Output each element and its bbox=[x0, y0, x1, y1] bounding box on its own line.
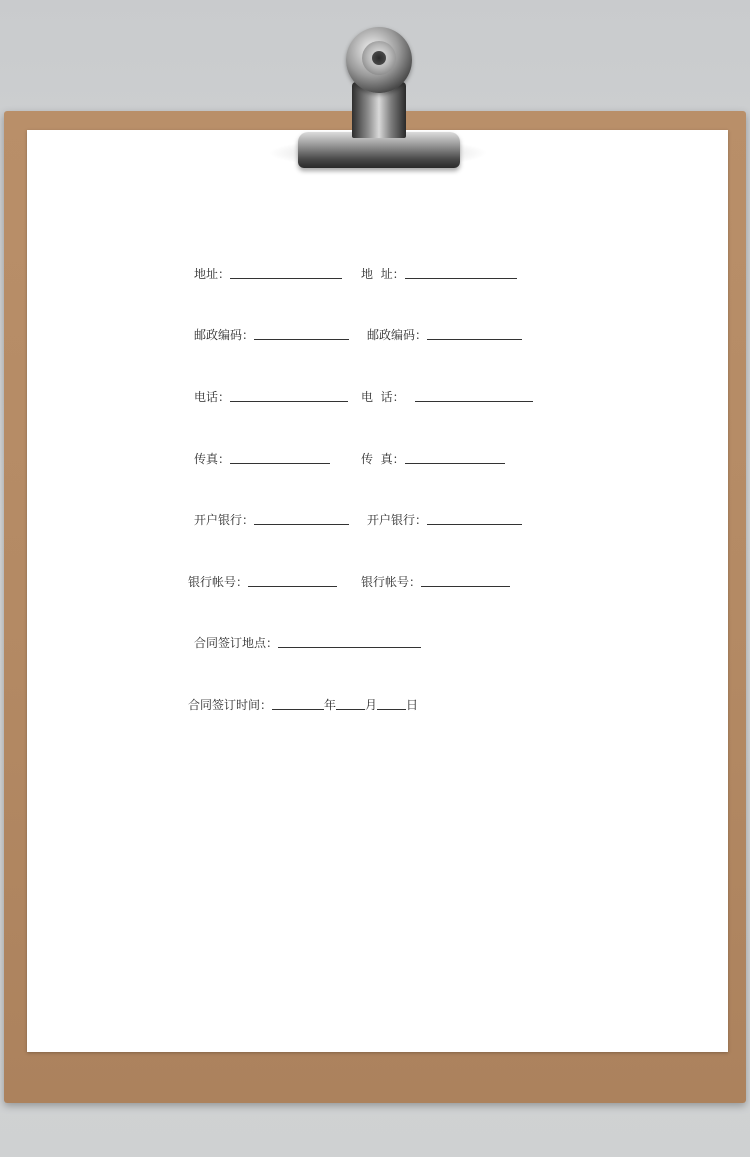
right-postcode-field bbox=[367, 327, 522, 343]
right-postcode-input-line[interactable] bbox=[427, 327, 522, 340]
right-address-field bbox=[361, 266, 517, 282]
day-input-line[interactable] bbox=[377, 697, 406, 710]
sign-time-field bbox=[188, 697, 418, 713]
right-fax-label: 传 真： bbox=[361, 452, 405, 466]
right-account-label: 银行帐号： bbox=[361, 575, 422, 589]
right-address-input-line[interactable] bbox=[405, 266, 517, 279]
left-fax-label: 传真： bbox=[194, 452, 231, 466]
left-address-input-line[interactable] bbox=[230, 266, 342, 279]
left-postcode-field bbox=[194, 327, 349, 343]
left-bank-input-line[interactable] bbox=[254, 512, 349, 525]
right-address-label: 地 址： bbox=[361, 267, 405, 281]
right-phone-label: 电 话： bbox=[361, 390, 405, 404]
sign-place-input-line[interactable] bbox=[278, 635, 421, 648]
sign-time-label: 合同签订时间： bbox=[188, 698, 273, 712]
left-postcode-input-line[interactable] bbox=[254, 327, 349, 340]
left-fax-input-line[interactable] bbox=[230, 451, 330, 464]
right-bank-label: 开户银行： bbox=[367, 513, 428, 527]
right-bank-input-line[interactable] bbox=[427, 512, 522, 525]
right-postcode-label: 邮政编码： bbox=[367, 328, 428, 342]
month-input-line[interactable] bbox=[336, 697, 365, 710]
clip-ring-inner bbox=[362, 41, 396, 75]
sign-place-field bbox=[194, 635, 421, 651]
left-phone-field bbox=[194, 389, 348, 405]
right-bank-field bbox=[367, 512, 522, 528]
right-fax-input-line[interactable] bbox=[405, 451, 505, 464]
clip-ring-icon bbox=[346, 27, 412, 93]
left-address-label: 地址： bbox=[194, 267, 231, 281]
right-phone-field bbox=[361, 389, 533, 405]
left-phone-input-line[interactable] bbox=[230, 389, 348, 402]
clip-ring-hole bbox=[372, 51, 386, 65]
right-account-input-line[interactable] bbox=[421, 574, 510, 587]
right-phone-input-line[interactable] bbox=[415, 389, 533, 402]
left-postcode-label: 邮政编码： bbox=[194, 328, 255, 342]
day-label: 日 bbox=[406, 698, 419, 712]
left-fax-field bbox=[194, 451, 330, 467]
left-bank-label: 开户银行： bbox=[194, 513, 255, 527]
right-fax-field bbox=[361, 451, 505, 467]
right-account-field bbox=[361, 574, 510, 590]
left-account-input-line[interactable] bbox=[248, 574, 337, 587]
left-phone-label: 电话： bbox=[194, 390, 231, 404]
month-label: 月 bbox=[365, 698, 378, 712]
left-account-field bbox=[188, 574, 337, 590]
left-address-field bbox=[194, 266, 342, 282]
year-input-line[interactable] bbox=[272, 697, 324, 710]
sign-place-label: 合同签订地点： bbox=[194, 636, 279, 650]
left-bank-field bbox=[194, 512, 349, 528]
year-label: 年 bbox=[324, 698, 337, 712]
left-account-label: 银行帐号： bbox=[188, 575, 249, 589]
